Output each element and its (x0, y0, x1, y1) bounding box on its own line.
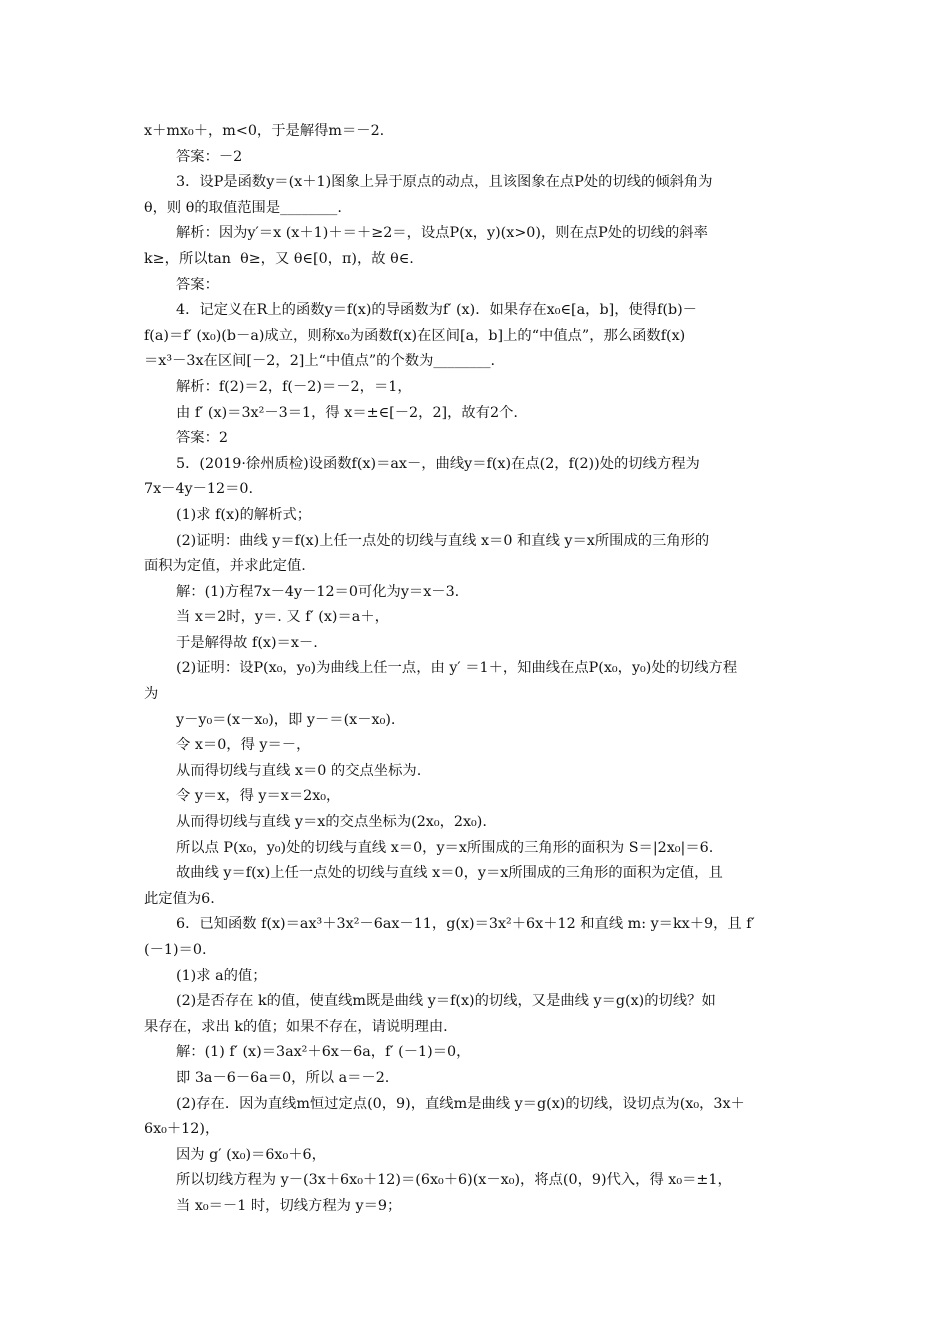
text-line: k≥，所以tan θ≥，又 θ∈[0，π)，故 θ∈. (144, 250, 414, 267)
text-line: 从而得切线与直线 x＝0 的交点坐标为. (176, 762, 422, 779)
text-line: 即 3a－6－6a＝0，所以 a＝－2. (176, 1069, 390, 1086)
text-line: 解：(1)方程7x－4y－12＝0可化为y＝x－3. (176, 583, 460, 600)
text-line: 4．记定义在R上的函数y＝f(x)的导函数为f′ (x)．如果存在x₀∈[a，b]，使得f(b)－ (176, 302, 697, 319)
text-line: 此定值为6. (144, 890, 215, 907)
text-line: 解析：f(2)＝2，f(－2)＝－2，＝1， (176, 378, 412, 395)
text-line: (2)是否存在 k的值，使直线m既是曲线 y＝f(x)的切线，又是曲线 y＝g(x)的切线？如 (176, 993, 716, 1010)
text-line: 果存在，求出 k的值；如果不存在，请说明理由. (144, 1018, 448, 1035)
text-line: 答案： (176, 276, 219, 293)
text-line: 答案：－2 (176, 148, 243, 165)
text-line: f(a)＝f′ (x₀)(b－a)成立，则称x₀为函数f(x)在区间[a，b]上的“中值点”，那么函数f(x) (144, 327, 686, 344)
text-line: (2)证明：设P(x₀，y₀)为曲线上任一点，由 y′ ＝1＋，知曲线在点P(x₀，y₀)处的切线方程 (176, 660, 738, 677)
text-line: 7x－4y－12＝0. (144, 481, 254, 498)
text-line: 故曲线 y＝f(x)上任一点处的切线与直线 x＝0，y＝x所围成的三角形的面积为定值，且 (176, 865, 723, 882)
document-body (144, 119, 810, 1220)
text-line: θ，则 θ的取值范围是________. (144, 199, 342, 216)
text-line: 6．已知函数 f(x)＝ax³＋3x²－6ax－11，g(x)＝3x²＋6x＋12 和直线 m: y＝kx＋9，且 f′ (176, 916, 755, 933)
text-line: 3．设P是函数y＝(x＋1)图象上异于原点的动点，且该图象在点P处的切线的倾斜角为 (176, 174, 713, 191)
text-line: 因为 g′ (x₀)＝6x₀＋6， (176, 1146, 326, 1163)
text-line: 6x₀＋12)， (144, 1121, 220, 1138)
text-line: (1)求 f(x)的解析式； (176, 506, 312, 523)
text-line: 5．(2019·徐州质检)设函数f(x)＝ax－，曲线y＝f(x)在点(2，f(2))处的切线方程为 (176, 455, 700, 472)
text-line: (2)存在．因为直线m恒过定点(0，9)，直线m是曲线 y＝g(x)的切线，设切点为(x₀，3x＋ (176, 1095, 745, 1112)
text-line: 答案：2 (176, 430, 228, 447)
text-line: ＝x³－3x在区间[－2，2]上“中值点”的个数为________. (144, 353, 496, 370)
text-line: 解析：因为y′＝x (x＋1)＋＝＋≥2＝，设点P(x，y)(x>0)，则在点P处的切线的斜率 (176, 225, 708, 242)
text-line: 为 (144, 686, 159, 703)
text-line: 当 x₀＝－1 时，切线方程为 y＝9； (176, 1197, 402, 1214)
text-line: 当 x＝2时，y＝. 又 f′ (x)＝a＋， (176, 609, 389, 626)
text-line: 解：(1) f′ (x)＝3ax²＋6x－6a，f′ (－1)＝0， (176, 1044, 471, 1061)
text-line: 令 y＝x，得 y＝x＝2x₀， (176, 788, 341, 805)
text-line: (2)证明：曲线 y＝f(x)上任一点处的切线与直线 x＝0 和直线 y＝x所围成的三角形的 (176, 532, 710, 549)
text-line: y－y₀＝(x－x₀)，即 y－＝(x－x₀). (176, 711, 396, 728)
text-line: 从而得切线与直线 y＝x的交点坐标为(2x₀，2x₀). (176, 814, 487, 831)
text-line: 所以切线方程为 y－(3x＋6x₀＋12)＝(6x₀＋6)(x－x₀)，将点(0，9)代入，得 x₀＝±1， (176, 1172, 732, 1189)
text-line: 于是解得故 f(x)＝x－. (176, 634, 318, 651)
text-line: x＋mx₀＋，m<0，于是解得m＝－2. (144, 123, 385, 139)
text-line: 面积为定值，并求此定值. (144, 558, 306, 575)
text-line: 令 x＝0，得 y＝－， (176, 737, 311, 754)
text-line: 由 f′ (x)＝3x²－3＝1，得 x＝±∈[－2，2]，故有2个. (176, 404, 518, 421)
text-line: 所以点 P(x₀，y₀)处的切线与直线 x＝0，y＝x所围成的三角形的面积为 S＝|2x₀|＝6. (176, 839, 714, 856)
text-line: (1)求 a的值； (176, 967, 267, 984)
text-line: (－1)＝0. (144, 942, 207, 958)
